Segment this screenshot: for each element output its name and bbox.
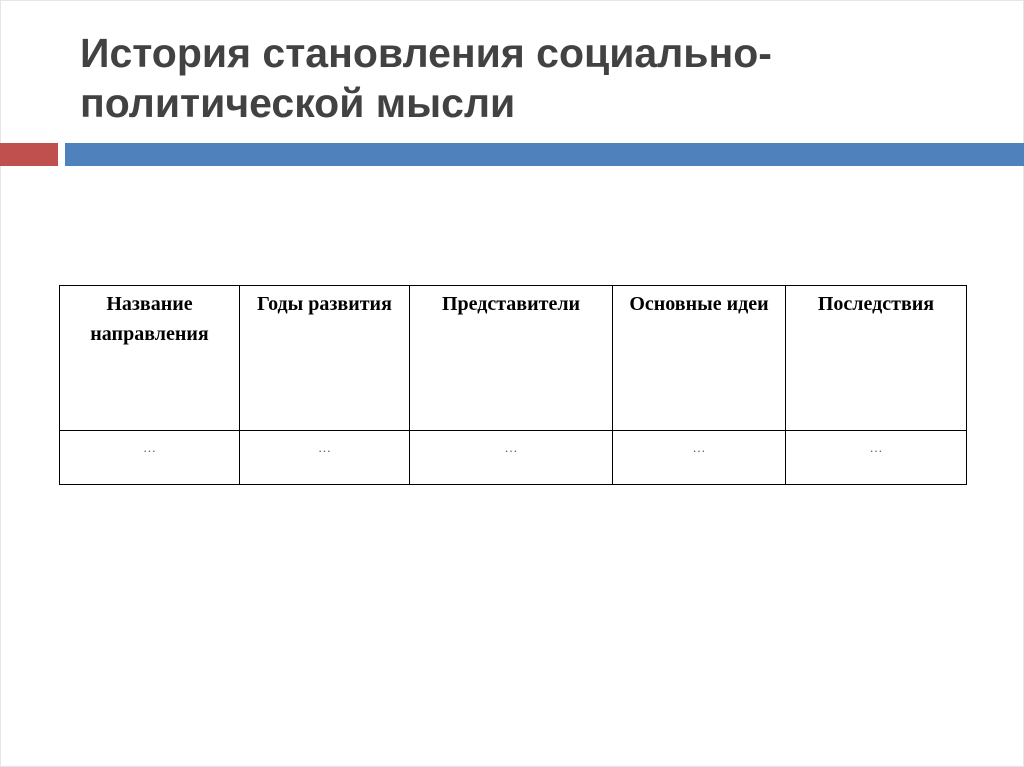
accent-bar-red: [0, 143, 58, 166]
slide-title-line-1: История становления социально-: [80, 30, 772, 76]
table-cell: …: [410, 431, 613, 485]
table-cell: …: [786, 431, 967, 485]
header-direction-name: Название направления: [60, 286, 240, 431]
table-cell: …: [60, 431, 240, 485]
header-main-ideas: Основные идеи: [613, 286, 786, 431]
table-cell: …: [613, 431, 786, 485]
header-consequences: Последствия: [786, 286, 967, 431]
accent-bar-blue: [65, 143, 1024, 166]
overview-table: [59, 285, 967, 485]
slide-title: [80, 28, 980, 128]
slide-title-line-2: политической мысли: [80, 80, 516, 126]
header-years: Годы развития: [240, 286, 410, 431]
table-cell: …: [240, 431, 410, 485]
header-representatives: Представители: [410, 286, 613, 431]
table-row: [60, 431, 967, 485]
table-header-row: [60, 286, 967, 431]
